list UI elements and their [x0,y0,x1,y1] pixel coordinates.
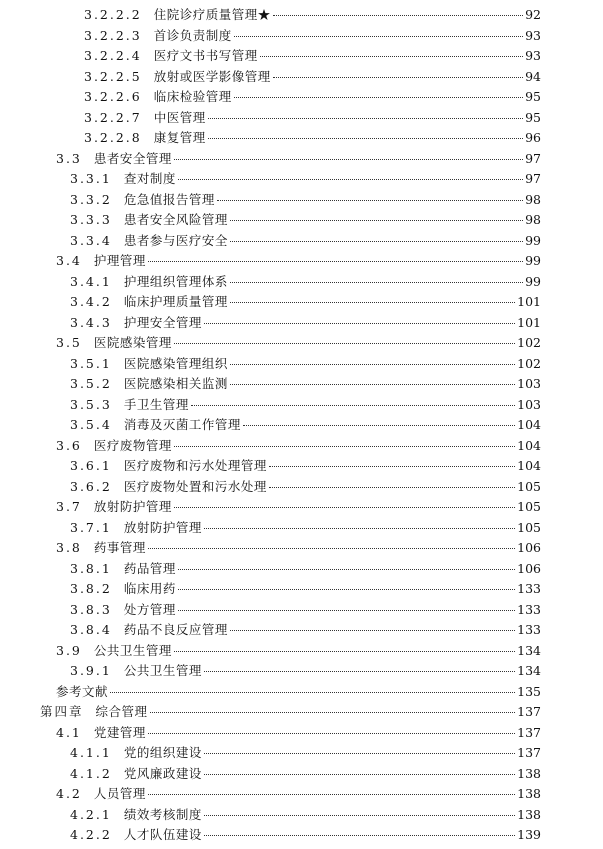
toc-entry-title: 康复管理 [153,130,206,145]
toc-entry-page-number: 138 [515,784,541,805]
toc-entry[interactable] [0,292,603,313]
toc-entry-page-number: 93 [523,26,541,47]
dot-leader [178,610,539,611]
toc-entry[interactable] [0,210,603,231]
dot-leader [110,692,539,693]
toc-entry[interactable] [0,559,603,580]
dot-leader [230,302,539,303]
dot-leader [204,671,539,672]
toc-entry-title: 住院诊疗质量管理★ [153,7,271,22]
toc-entry-number: 3.5.1 [70,355,112,371]
toc-entry-number: 3.5.4 [70,417,112,432]
dot-leader [148,548,539,549]
dot-leader [208,118,539,119]
toc-entry[interactable] [0,436,603,457]
toc-entry-title: 处方管理 [123,601,176,617]
dot-leader [273,77,539,78]
dot-leader [204,753,539,754]
toc-entry-page-number: 95 [523,87,541,108]
dot-leader [260,56,539,57]
toc-entry-page-number: 138 [515,764,541,785]
toc-entry-page-number: 98 [523,190,541,211]
toc-entry-number: 3.8 [56,540,82,555]
toc-entry-title: 医院感染相关监测 [123,376,228,391]
toc-entry-number: 3.2.2.2 [84,7,142,22]
toc-entry-title: 手卫生管理 [123,396,189,412]
dot-leader [150,712,539,713]
dot-leader [174,159,539,160]
toc-entry-number: 3.4.1 [70,273,112,289]
toc-entry-page-number: 93 [523,46,541,67]
toc-entry-page-number: 94 [523,67,541,88]
toc-entry[interactable] [0,600,603,621]
toc-entry[interactable] [0,682,603,703]
toc-entry-number: 3.8.4 [70,622,112,637]
dot-leader [269,487,539,488]
toc-entry[interactable] [0,743,603,764]
toc-entry[interactable] [0,190,603,211]
toc-entry[interactable] [0,251,603,272]
dot-leader [204,323,539,324]
toc-entry-page-number: 99 [523,231,541,252]
toc-entry[interactable] [0,272,603,293]
toc-entry-title: 药品不良反应管理 [123,622,228,637]
toc-entry[interactable] [0,374,603,395]
toc-entry-number: 3.3 [56,150,82,166]
toc-entry[interactable] [0,497,603,518]
toc-entry[interactable] [0,456,603,477]
toc-entry[interactable] [0,784,603,805]
toc-entry-number: 4.2 [56,786,82,801]
dot-leader [230,630,539,631]
toc-entry-page-number: 135 [515,682,541,703]
toc-entry-number: 4.1 [56,724,82,740]
toc-entry-title: 查对制度 [123,171,176,186]
toc-entry-title: 中医管理 [153,109,206,125]
toc-entry-title: 放射防护管理 [93,499,172,514]
dot-leader [204,774,539,775]
toc-entry-number: 3.5 [56,335,82,350]
dot-leader [230,384,539,385]
toc-entry-title: 药品管理 [123,560,176,576]
toc-entry-number: 3.2.2.8 [84,130,142,145]
dot-leader [178,589,539,590]
toc-entry[interactable] [0,67,603,88]
toc-entry[interactable] [0,805,603,826]
dot-leader [174,343,539,344]
toc-entry-title: 医疗废物管理 [93,437,172,453]
toc-entry-number: 3.4.2 [70,294,112,309]
toc-entry-number: 3.6.2 [70,478,112,494]
toc-entry-number: 4.1.1 [70,745,112,760]
dot-leader [204,528,539,529]
toc-entry-title: 医疗文书书写管理 [153,48,258,63]
toc-entry[interactable] [0,128,603,149]
toc-entry-page-number: 95 [523,108,541,129]
dot-leader [148,261,539,262]
toc-entry-page-number: 105 [515,497,541,518]
toc-entry-page-number: 103 [515,374,541,395]
toc-entry-number: 3.2.2.6 [84,89,142,104]
dot-leader [178,569,539,570]
dot-leader [174,446,539,447]
dot-leader [230,364,539,365]
toc-entry-title: 综合管理 [95,704,148,719]
toc-entry-number: 3.9.1 [70,663,112,678]
toc-entry-page-number: 96 [523,128,541,149]
toc-entry-number: 3.6 [56,437,82,453]
toc-entry-title: 党的组织建设 [123,745,202,760]
dot-leader [234,36,539,37]
toc-entry-title: 公共卫生管理 [123,663,202,678]
dot-leader [273,15,539,16]
toc-entry-number: 3.2.2.7 [84,109,142,125]
toc-entry[interactable] [0,87,603,108]
toc-entry-title: 人才队伍建设 [123,827,202,842]
dot-leader [174,507,539,508]
dot-leader [230,220,539,221]
toc-entry[interactable] [0,415,603,436]
dot-leader [208,138,539,139]
dot-leader [243,425,539,426]
toc-entry[interactable] [0,5,603,26]
dot-leader [217,200,539,201]
toc-entry-title: 绩效考核制度 [123,806,202,822]
toc-entry-page-number: 133 [515,579,541,600]
toc-entry-number: 3.3.1 [70,171,112,186]
toc-entry-number: 3.3.2 [70,191,112,207]
toc-entry-page-number: 104 [515,415,541,436]
toc-entry[interactable] [0,538,603,559]
toc-entry-number: 4.2.1 [70,806,112,822]
toc-entry-number: 第四章 [40,704,84,719]
toc-entry-title: 患者参与医疗安全 [123,232,228,248]
toc-entry-title: 药事管理 [93,540,146,555]
toc-entry-page-number: 105 [515,477,541,498]
dot-leader [230,241,539,242]
toc-entry-number: 3.4.3 [70,314,112,330]
toc-entry-page-number: 102 [515,354,541,375]
toc-entry-title: 患者安全风险管理 [123,212,228,227]
toc-entry-number: 3.8.3 [70,601,112,617]
toc-entry-title: 临床用药 [123,581,176,596]
toc-entry[interactable] [0,395,603,416]
toc-entry-page-number: 133 [515,620,541,641]
toc-entry-title: 放射或医学影像管理 [153,68,271,84]
toc-entry-title: 消毒及灭菌工作管理 [123,417,241,432]
toc-entry-page-number: 99 [523,251,541,272]
toc-entry[interactable] [0,149,603,170]
toc-entry-page-number: 139 [515,825,541,846]
toc-entry-title: 医院感染管理 [93,335,172,350]
toc-entry-page-number: 133 [515,600,541,621]
toc-entry-title: 公共卫生管理 [93,642,172,658]
toc-entry-page-number: 103 [515,395,541,416]
toc-entry-page-number: 104 [515,436,541,457]
toc-entry[interactable] [0,313,603,334]
toc-entry[interactable] [0,333,603,354]
toc-entry-title: 临床检验管理 [153,89,232,104]
toc-entry-page-number: 101 [515,313,541,334]
toc-entry[interactable] [0,620,603,641]
toc-entry-page-number: 92 [523,5,541,26]
toc-entry[interactable] [0,579,603,600]
toc-entry-page-number: 99 [523,272,541,293]
toc-entry-page-number: 134 [515,641,541,662]
toc-entry[interactable] [0,825,603,846]
dot-leader [234,97,539,98]
toc-entry-title: 医院感染管理组织 [123,355,228,371]
toc-entry-title: 临床护理质量管理 [123,294,228,309]
toc-entry[interactable] [0,661,603,682]
toc-entry[interactable] [0,723,603,744]
toc-entry-page-number: 106 [515,538,541,559]
toc-entry[interactable] [0,764,603,785]
toc-entry-number: 4.2.2 [70,827,112,842]
toc-entry-page-number: 137 [515,702,541,723]
dot-leader [230,282,539,283]
toc-entry-title: 党风廉政建设 [123,765,202,781]
toc-entry-number: 3.7.1 [70,519,112,535]
toc-entry-number: 3.6.1 [70,458,112,473]
toc-entry-number: 3.9 [56,642,82,658]
toc-entry-title: 护理安全管理 [123,314,202,330]
toc-entry-page-number: 98 [523,210,541,231]
toc-entry-page-number: 105 [515,518,541,539]
dot-leader [174,651,539,652]
toc-entry-page-number: 137 [515,723,541,744]
toc-entry-number: 3.7 [56,499,82,514]
toc-entry[interactable] [0,231,603,252]
toc-entry[interactable] [0,641,603,662]
toc-entry-page-number: 134 [515,661,541,682]
toc-entry-title: 危急值报告管理 [123,191,215,207]
dot-leader [178,179,539,180]
dot-leader [148,733,539,734]
toc-entry-title: 医疗废物和污水处理管理 [123,458,267,473]
dot-leader [191,405,539,406]
toc-entry-number: 3.5.3 [70,396,112,412]
toc-entry-title: 人员管理 [93,786,146,801]
toc-entry[interactable] [0,477,603,498]
toc-entry[interactable] [0,108,603,129]
dot-leader [148,794,539,795]
toc-entry-page-number: 102 [515,333,541,354]
toc-entry-page-number: 97 [523,149,541,170]
toc-entry-number: 3.4 [56,253,82,268]
toc-entry-title: 护理组织管理体系 [123,273,228,289]
toc-entry-number: 3.3.3 [70,212,112,227]
toc-entry-number: 3.5.2 [70,376,112,391]
toc-entry-title: 医疗废物处置和污水处理 [123,478,267,494]
toc-entry-title: 首诊负责制度 [153,27,232,43]
dot-leader [204,835,539,836]
toc-entry[interactable] [0,702,603,723]
dot-leader [204,815,539,816]
toc-entry[interactable] [0,26,603,47]
toc-entry-page-number: 137 [515,743,541,764]
toc-entry[interactable] [0,518,603,539]
toc-entry-title: 护理管理 [93,253,146,268]
toc-entry-page-number: 101 [515,292,541,313]
toc-entry[interactable] [0,169,603,190]
toc-entry-number: 3.2.2.5 [84,68,142,84]
toc-entry-number: 3.3.4 [70,232,112,248]
toc-entry-title: 参考文献 [56,683,109,699]
toc-entry-page-number: 106 [515,559,541,580]
dot-leader [269,466,539,467]
toc-entry-page-number: 138 [515,805,541,826]
toc-entry[interactable] [0,46,603,67]
toc-entry-title: 放射防护管理 [123,519,202,535]
toc-entry-title: 党建管理 [93,724,146,740]
toc-entry-title: 患者安全管理 [93,150,172,166]
toc-entry-page-number: 97 [523,169,541,190]
toc-entry-page-number: 104 [515,456,541,477]
toc-entry-number: 3.2.2.3 [84,27,142,43]
toc-entry[interactable] [0,354,603,375]
toc-entry-number: 3.2.2.4 [84,48,142,63]
toc-entry-number: 3.8.1 [70,560,112,576]
toc-entry-number: 4.1.2 [70,765,112,781]
toc-entry-number: 3.8.2 [70,581,112,596]
